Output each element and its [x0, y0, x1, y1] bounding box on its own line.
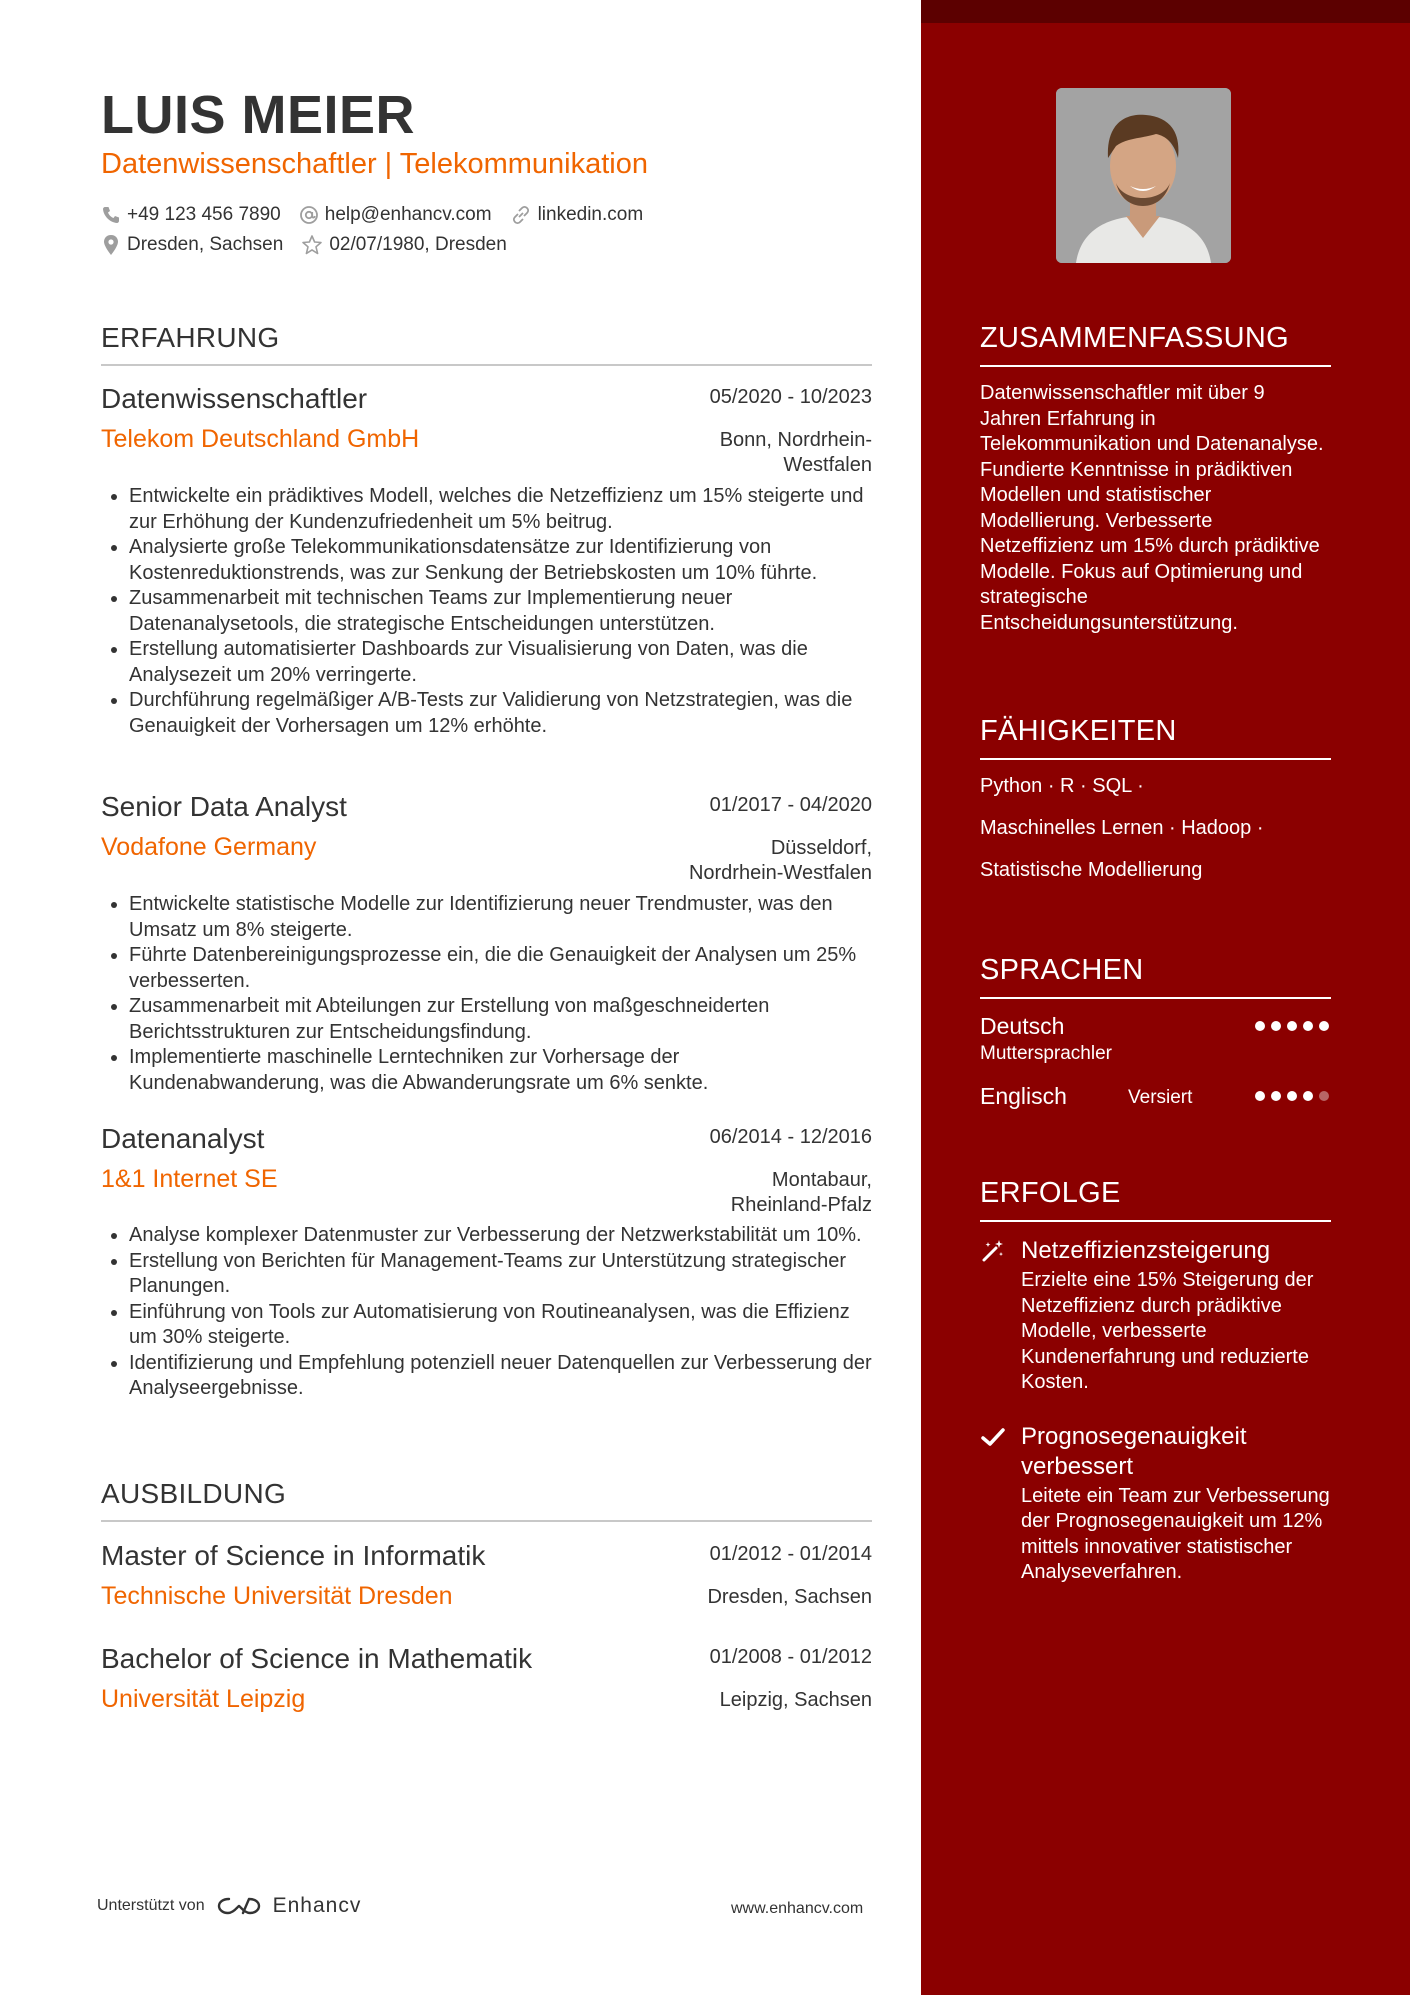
star-icon [301, 234, 323, 256]
achievement-item [980, 1236, 1331, 1396]
contact-email[interactable] [299, 204, 492, 226]
rating-dot [1255, 1021, 1265, 1031]
language-name: Deutsch [980, 1013, 1065, 1039]
job-bullet: • Implementierte maschinelle Lerntechniken zur Vorhersage der Kundenabwanderung, was die Abwanderungsrate um 6% senkte. [129, 1045, 872, 1096]
achievement-item [980, 1422, 1331, 1586]
job-bullet: • Identifizierung und Empfehlung potenziell neuer Datenquellen zur Verbesserung der Analyseergebnisse. [129, 1351, 872, 1402]
job-company: Telekom Deutschland GmbH [101, 425, 420, 453]
job-bullets [101, 484, 872, 739]
achievements-section [980, 1177, 1331, 1612]
profile-photo-image [1056, 88, 1231, 263]
sidebar [921, 0, 1410, 1995]
job-entry [101, 383, 872, 763]
language-rating [1255, 1021, 1329, 1031]
language-level: Muttersprachler [980, 1043, 1112, 1064]
summary-heading: ZUSAMMENFASSUNG [980, 322, 1331, 367]
rating-dot [1271, 1021, 1281, 1031]
contact-phone [101, 204, 281, 226]
job-title: Datenanalyst [101, 1123, 265, 1154]
job-date: 06/2014 - 12/2016 [709, 1126, 872, 1148]
job-date: 05/2020 - 10/2023 [709, 386, 872, 408]
job-location-line: Westfalen [783, 454, 872, 476]
rating-dot [1287, 1021, 1297, 1031]
languages-section [980, 954, 1331, 1153]
experience-heading: ERFAHRUNG [101, 322, 872, 366]
link-icon [510, 205, 532, 225]
job-title: Datenwissenschaftler [101, 383, 368, 414]
education-location: Dresden, Sachsen [707, 1586, 872, 1608]
job-bullets [101, 892, 872, 1096]
rating-dot [1255, 1091, 1265, 1101]
powered-by-text: Unterstützt von [97, 1897, 205, 1914]
linkedin-text[interactable]: linkedin.com [537, 204, 644, 225]
job-location-line: Düsseldorf, [770, 837, 872, 859]
skills-line: Statistische Modellierung [980, 859, 1203, 881]
contact-row-1 [101, 204, 643, 226]
job-location [689, 836, 872, 886]
education-degree: Bachelor of Science in Mathematik [101, 1643, 533, 1674]
language-level: Versiert [1128, 1087, 1193, 1108]
birth-text: 02/07/1980, Dresden [329, 234, 507, 255]
language-rating [1255, 1091, 1329, 1101]
job-bullet: • Zusammenarbeit mit Abteilungen zur Erstellung von maßgeschneiderten Berichtsstrukturen zur Entscheidungsfindung. [129, 994, 872, 1045]
footer-branding [97, 1894, 361, 1918]
contact-row-2 [101, 234, 507, 256]
language-item [980, 1013, 1331, 1083]
summary-text: Datenwissenschaftler mit über 9 Jahren Erfahrung in Telekommunikation und Datenanalyse. Fundierte Kenntnisse in prädiktiven Modellen und statistischer Modellierung. Verbesserte Netzeffizienz um 15% durch prädiktive Modelle. Fokus auf Optimierung und strategische Entscheidungsunterstützung. [980, 382, 1324, 634]
profile-photo [1056, 88, 1231, 263]
rating-dot [1319, 1091, 1329, 1101]
rating-dot [1303, 1021, 1313, 1031]
phone-icon [101, 205, 121, 225]
job-bullet: • Erstellung von Berichten für Management-Teams zur Unterstützung strategischer Planungen. [129, 1249, 872, 1300]
language-item [980, 1083, 1331, 1153]
achievement-description: Leitete ein Team zur Verbesserung der Prognosegenauigkeit um 12% mittels innovativer statistischer Analyseverfahren. [1021, 1484, 1330, 1583]
job-bullet: • Erstellung automatisierter Dashboards zur Visualisierung von Daten, was die Analysezeit um 20% verringerte. [129, 637, 872, 688]
education-school: Technische Universität Dresden [101, 1582, 453, 1610]
achievement-description: Erzielte eine 15% Steigerung der Netzeffizienz durch prädiktive Modelle, verbesserte Kundenerfahrung und reduzierte Kosten. [1021, 1269, 1314, 1393]
job-bullet: • Entwickelte ein prädiktives Modell, welches die Netzeffizienz um 15% steigerte und zur Erhöhung der Kundenzufriedenheit um 5% beitrug. [129, 484, 872, 535]
job-location-line: Bonn, Nordrhein- [719, 429, 872, 451]
achievement-title: Prognosegenauigkeit verbessert [1021, 1422, 1247, 1480]
education-degree: Master of Science in Informatik [101, 1540, 486, 1571]
summary-section [980, 322, 1331, 636]
job-bullet: • Durchführung regelmäßiger A/B-Tests zur Validierung von Netzstrategien, was die Genauigkeit der Vorhersagen um 12% erhöhte. [129, 688, 872, 739]
job-bullet: • Einführung von Tools zur Automatisierung von Routineanalysen, was die Effizienz um 30% steigerte. [129, 1300, 872, 1351]
job-date: 01/2017 - 04/2020 [709, 794, 872, 816]
rating-dot [1287, 1091, 1297, 1101]
job-entry [101, 1123, 872, 1433]
phone-text: +49 123 456 7890 [127, 204, 281, 225]
education-date: 01/2008 - 01/2012 [709, 1646, 872, 1668]
contact-linkedin[interactable] [510, 204, 644, 226]
job-bullet: • Entwickelte statistische Modelle zur Identifizierung neuer Trendmuster, was den Umsatz um 8% steigerte. [129, 892, 872, 943]
footer-url[interactable]: www.enhancv.com [731, 1900, 864, 1917]
sidebar-top-band [921, 0, 1410, 23]
job-location-line: Nordrhein-Westfalen [688, 862, 872, 884]
education-heading: AUSBILDUNG [101, 1478, 872, 1522]
location-pin-icon [101, 234, 121, 256]
at-icon [299, 205, 319, 225]
achievement-title: Netzeffizienzsteigerung [1021, 1237, 1271, 1264]
email-text[interactable]: help@enhancv.com [324, 204, 492, 225]
achievements-heading: ERFOLGE [980, 1177, 1331, 1222]
location-text: Dresden, Sachsen [127, 234, 284, 255]
job-bullet: • Analysierte große Telekommunikationsdatensätze zur Identifizierung von Kostenreduktionstrends, was zur Senkung der Betriebskosten um 10% führte. [129, 535, 872, 586]
brand-name: Enhancv [272, 1894, 362, 1917]
skills-heading: FÄHIGKEITEN [980, 715, 1331, 760]
job-bullets [101, 1223, 872, 1402]
skills-line: Maschinelles Lernen · Hadoop · [980, 817, 1264, 839]
skills-line: Python · R · SQL · [980, 775, 1144, 797]
job-bullet: • Führte Datenbereinigungsprozesse ein, die die Genauigkeit der Analysen um 25% verbesserten. [129, 943, 872, 994]
skills-section [980, 715, 1331, 900]
job-location-line: Rheinland-Pfalz [730, 1194, 872, 1216]
candidate-subtitle: Datenwissenschaftler | Telekommunikation [101, 148, 648, 180]
enhancv-logo-icon [215, 1894, 263, 1918]
job-location [731, 1168, 872, 1218]
languages-heading: SPRACHEN [980, 954, 1331, 999]
candidate-name: LUIS MEIER [101, 85, 416, 145]
contact-location [101, 234, 283, 256]
rating-dot [1303, 1091, 1313, 1101]
job-bullet: • Analyse komplexer Datenmuster zur Verbesserung der Netzwerkstabilität um 10%. [129, 1223, 872, 1249]
contact-birth [301, 234, 506, 256]
job-entry [101, 791, 872, 1094]
education-entry [101, 1540, 872, 1620]
rating-dot [1271, 1091, 1281, 1101]
rating-dot [1319, 1021, 1329, 1031]
job-company: 1&1 Internet SE [101, 1165, 278, 1193]
job-location [720, 428, 872, 478]
checkmark-icon [980, 1424, 1006, 1450]
job-bullet: • Zusammenarbeit mit technischen Teams zur Implementierung neuer Datenanalysetools, die strategische Entscheidungen unterstützen. [129, 586, 872, 637]
education-location: Leipzig, Sachsen [719, 1689, 872, 1711]
education-entry [101, 1643, 872, 1723]
job-company: Vodafone Germany [101, 833, 317, 861]
job-title: Senior Data Analyst [101, 791, 347, 822]
education-school: Universität Leipzig [101, 1685, 306, 1713]
language-name: Englisch [980, 1083, 1067, 1109]
magic-wand-icon [980, 1238, 1006, 1264]
job-location-line: Montabaur, [771, 1169, 872, 1191]
education-date: 01/2012 - 01/2014 [709, 1543, 872, 1565]
